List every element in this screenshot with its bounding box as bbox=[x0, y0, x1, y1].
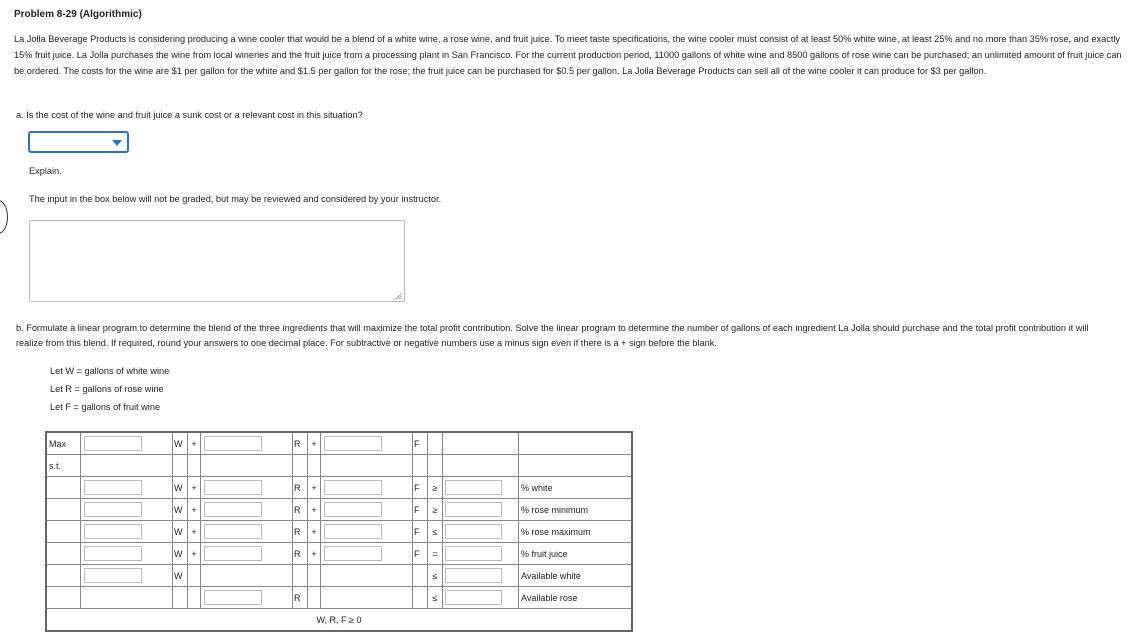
var-r-label: R bbox=[293, 543, 308, 565]
white-w-coefficient-input[interactable] bbox=[84, 480, 142, 495]
objective-row bbox=[46, 432, 632, 455]
cost-type-dropdown[interactable] bbox=[28, 131, 129, 153]
var-f-label: F bbox=[413, 521, 428, 543]
var-r-label: R bbox=[293, 499, 308, 521]
constraint-description: % fruit juice bbox=[519, 543, 633, 565]
var-r-label: R bbox=[293, 587, 308, 609]
rose-max-r-coefficient-input[interactable] bbox=[204, 524, 262, 539]
fruit-w-coefficient-input[interactable] bbox=[84, 546, 142, 561]
plus-sign: + bbox=[188, 543, 201, 565]
variable-definition-r: Let R = gallons of rose wine bbox=[50, 384, 164, 394]
resize-grip-icon[interactable] bbox=[396, 293, 402, 299]
var-w-label: W bbox=[173, 499, 188, 521]
st-row bbox=[46, 455, 632, 477]
relation-sign: ≥ bbox=[428, 499, 443, 521]
constraint-description: % rose maximum bbox=[519, 521, 633, 543]
rose-max-f-coefficient-input[interactable] bbox=[324, 524, 382, 539]
var-r-label: R bbox=[293, 477, 308, 499]
constraint-row-rose-minimum bbox=[46, 499, 632, 521]
avail-rose-r-coefficient-input[interactable] bbox=[204, 590, 262, 605]
problem-title: Problem 8-29 (Algorithmic) bbox=[14, 9, 142, 20]
avail-white-rhs-input[interactable] bbox=[445, 568, 502, 583]
constraint-row-rose-maximum bbox=[46, 521, 632, 543]
explain-label: Explain. bbox=[29, 166, 62, 176]
objective-r-coefficient-input[interactable] bbox=[204, 436, 262, 451]
nonnegativity-constraint: W, R, F ≥ 0 bbox=[46, 609, 632, 632]
var-f-label: F bbox=[413, 477, 428, 499]
max-label: Max bbox=[46, 432, 81, 455]
question-a: a. Is the cost of the wine and fruit juice a sunk cost or a relevant cost in this situation? bbox=[16, 110, 363, 120]
constraint-row-fruit-juice bbox=[46, 543, 632, 565]
variable-definition-f: Let F = gallons of fruit wine bbox=[50, 402, 161, 412]
plus-sign: + bbox=[308, 521, 321, 543]
chevron-down-icon bbox=[112, 140, 122, 146]
rose-min-rhs-input[interactable] bbox=[445, 502, 502, 517]
plus-sign: + bbox=[188, 432, 201, 455]
fruit-rhs-input[interactable] bbox=[445, 546, 502, 561]
grading-note: The input in the box below will not be graded, but may be reviewed and considered by your instructor. bbox=[29, 194, 442, 204]
left-bracket-decoration bbox=[0, 200, 8, 234]
rose-min-r-coefficient-input[interactable] bbox=[204, 502, 262, 517]
constraint-description: Available rose bbox=[519, 587, 633, 609]
rose-max-rhs-input[interactable] bbox=[445, 524, 502, 539]
lp-formulation-table bbox=[45, 431, 633, 632]
constraint-description: Available white bbox=[519, 565, 633, 587]
relation-sign: ≤ bbox=[428, 587, 443, 609]
plus-sign: + bbox=[308, 543, 321, 565]
explain-textarea[interactable] bbox=[29, 220, 405, 302]
constraint-description: % rose minimum bbox=[519, 499, 633, 521]
var-w-label: W bbox=[173, 432, 188, 455]
plus-sign: + bbox=[308, 477, 321, 499]
relation-sign: = bbox=[428, 543, 443, 565]
var-f-label: F bbox=[413, 432, 428, 455]
objective-w-coefficient-input[interactable] bbox=[84, 436, 142, 451]
rose-min-w-coefficient-input[interactable] bbox=[84, 502, 142, 517]
constraint-row-white bbox=[46, 477, 632, 499]
objective-f-coefficient-input[interactable] bbox=[324, 436, 382, 451]
plus-sign: + bbox=[188, 477, 201, 499]
relation-sign: ≤ bbox=[428, 521, 443, 543]
plus-sign: + bbox=[308, 499, 321, 521]
question-b: b. Formulate a linear program to determine the blend of the three ingredients that will maximize the total profit contribution. Solve the linear program to determine the number of gallons of each ingredient La Jolla should purchase and the total profit contribution it will realize from this blend. If required, round your answers to one decimal place. For subtractive or negative numbers use a minus sign even if there is a + sign before the blank. bbox=[16, 323, 1089, 348]
st-label: s.t. bbox=[46, 455, 81, 477]
rose-max-w-coefficient-input[interactable] bbox=[84, 524, 142, 539]
relation-sign: ≤ bbox=[428, 565, 443, 587]
fruit-r-coefficient-input[interactable] bbox=[204, 546, 262, 561]
var-r-label: R bbox=[293, 432, 308, 455]
plus-sign: + bbox=[188, 521, 201, 543]
fruit-f-coefficient-input[interactable] bbox=[324, 546, 382, 561]
constraint-row-available-white bbox=[46, 565, 632, 587]
white-r-coefficient-input[interactable] bbox=[204, 480, 262, 495]
relation-sign: ≥ bbox=[428, 477, 443, 499]
white-rhs-input[interactable] bbox=[445, 480, 502, 495]
avail-rose-rhs-input[interactable] bbox=[445, 590, 502, 605]
rose-min-f-coefficient-input[interactable] bbox=[324, 502, 382, 517]
constraint-description: % white bbox=[519, 477, 633, 499]
var-f-label: F bbox=[413, 543, 428, 565]
nonnegativity-row bbox=[46, 609, 632, 632]
plus-sign: + bbox=[308, 432, 321, 455]
constraint-row-available-rose bbox=[46, 587, 632, 609]
white-f-coefficient-input[interactable] bbox=[324, 480, 382, 495]
var-r-label: R bbox=[293, 521, 308, 543]
var-f-label: F bbox=[413, 499, 428, 521]
avail-white-w-coefficient-input[interactable] bbox=[84, 568, 142, 583]
var-w-label: W bbox=[173, 521, 188, 543]
problem-statement: La Jolla Beverage Products is considering producing a wine cooler that would be a blend of a white wine, a rose wine, and fruit juice. To meet taste specifications, the wine cooler must consist of at least 50% white wine, at least 25% and no more than 35% rose, and exactly 15% fruit juice. La Jolla purchases the wine from local wineries and the fruit juice from a processing plant in San Francisco. For the current production period, 11000 gallons of white wine and 8500 gallons of rose wine can be purchased; an unlimited amount of fruit juice can be ordered. The costs for the wine are $1 per gallon for the white and $1.5 per gallon for the rose; the fruit juice can be purchased for $0.5 per gallon. La Jolla Beverage Products can sell all of the wine cooler it can produce for $3 per gallon. bbox=[14, 34, 1122, 76]
variable-definition-w: Let W = gallons of white wine bbox=[50, 366, 170, 376]
var-w-label: W bbox=[173, 477, 188, 499]
var-w-label: W bbox=[173, 543, 188, 565]
var-w-label: W bbox=[173, 565, 188, 587]
plus-sign: + bbox=[188, 499, 201, 521]
